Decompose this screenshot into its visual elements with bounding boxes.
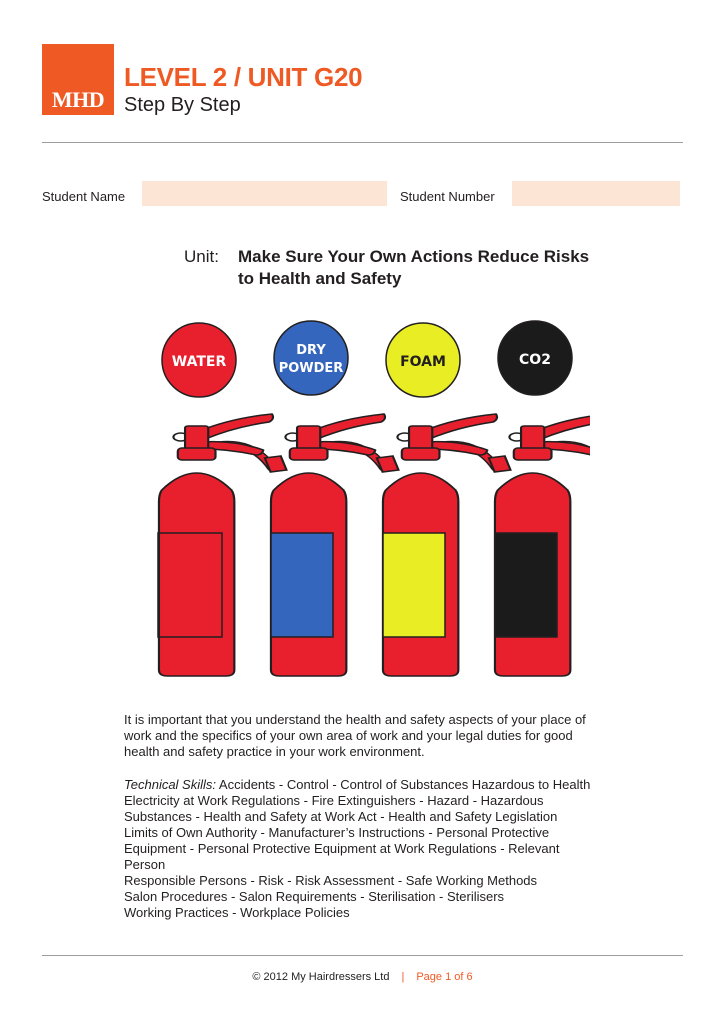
header-divider [42,142,683,143]
footer-divider [42,955,683,956]
skills-line: Responsible Persons - Risk - Risk Assessment - Safe Working Methods [124,873,538,888]
co2-label-panel [495,533,557,637]
technical-skills-label: Technical Skills: [124,777,217,792]
logo-text: MHD [51,87,105,112]
footer [0,971,725,983]
water-extinguisher [158,323,287,676]
water-badge-label: WATER [171,354,227,370]
body-text [124,712,594,921]
co2-extinguisher [495,321,590,676]
technical-skills-paragraph [124,777,594,921]
page-subtitle: Step By Step [124,94,241,116]
skills-line: Equipment - Personal Protective Equipment at Work Regulations - Relevant Person [124,841,560,872]
dry-powder-badge-label-line2: POWDER [278,361,344,376]
foam-badge-label: FOAM [400,354,446,370]
dry-powder-badge-label-line1: DRY [296,343,326,358]
intro-paragraph: It is important that you understand the health and safety aspects of your place of work and the specifics of your own area of work and your legal duties for good health and safety practice in your work environment. [124,712,586,759]
dry-powder-label-panel [271,533,333,637]
copyright-text: © 2012 My Hairdressers Ltd [252,971,390,983]
skills-line: Limits of Own Authority - Manufacturer’s Instructions - Personal Protective [124,825,550,840]
skills-line: Substances - Health and Safety at Work Act - Health and Safety Legislation [124,809,558,824]
student-name-field[interactable] [142,181,387,206]
skills-line: Accidents - Control - Control of Substances Hazardous to Health [216,777,591,792]
dry-powder-extinguisher [271,321,399,676]
co2-badge-label: CO2 [519,352,551,368]
page-title: LEVEL 2 / UNIT G20 [124,62,363,92]
unit-label: Unit: [184,247,219,266]
mhd-logo [42,44,114,115]
foam-label-panel [383,533,445,637]
student-number-field[interactable] [512,181,680,206]
skills-line: Electricity at Work Regulations - Fire Extinguishers - Hazard - Hazardous [124,793,544,808]
student-number-label: Student Number [400,189,495,204]
foam-extinguisher [383,323,511,676]
footer-separator: | [401,971,405,983]
skills-line: Salon Procedures - Salon Requirements - Sterilisation - Sterilisers [124,889,505,904]
fire-extinguishers-illustration [130,318,590,688]
student-name-label: Student Name [42,189,126,204]
unit-title: Make Sure Your Own Actions Reduce Risks to Health and Safety [238,247,590,288]
skills-line: Working Practices - Workplace Policies [124,905,350,920]
page-number: Page 1 of 6 [416,971,473,983]
dry-powder-badge [274,321,348,395]
